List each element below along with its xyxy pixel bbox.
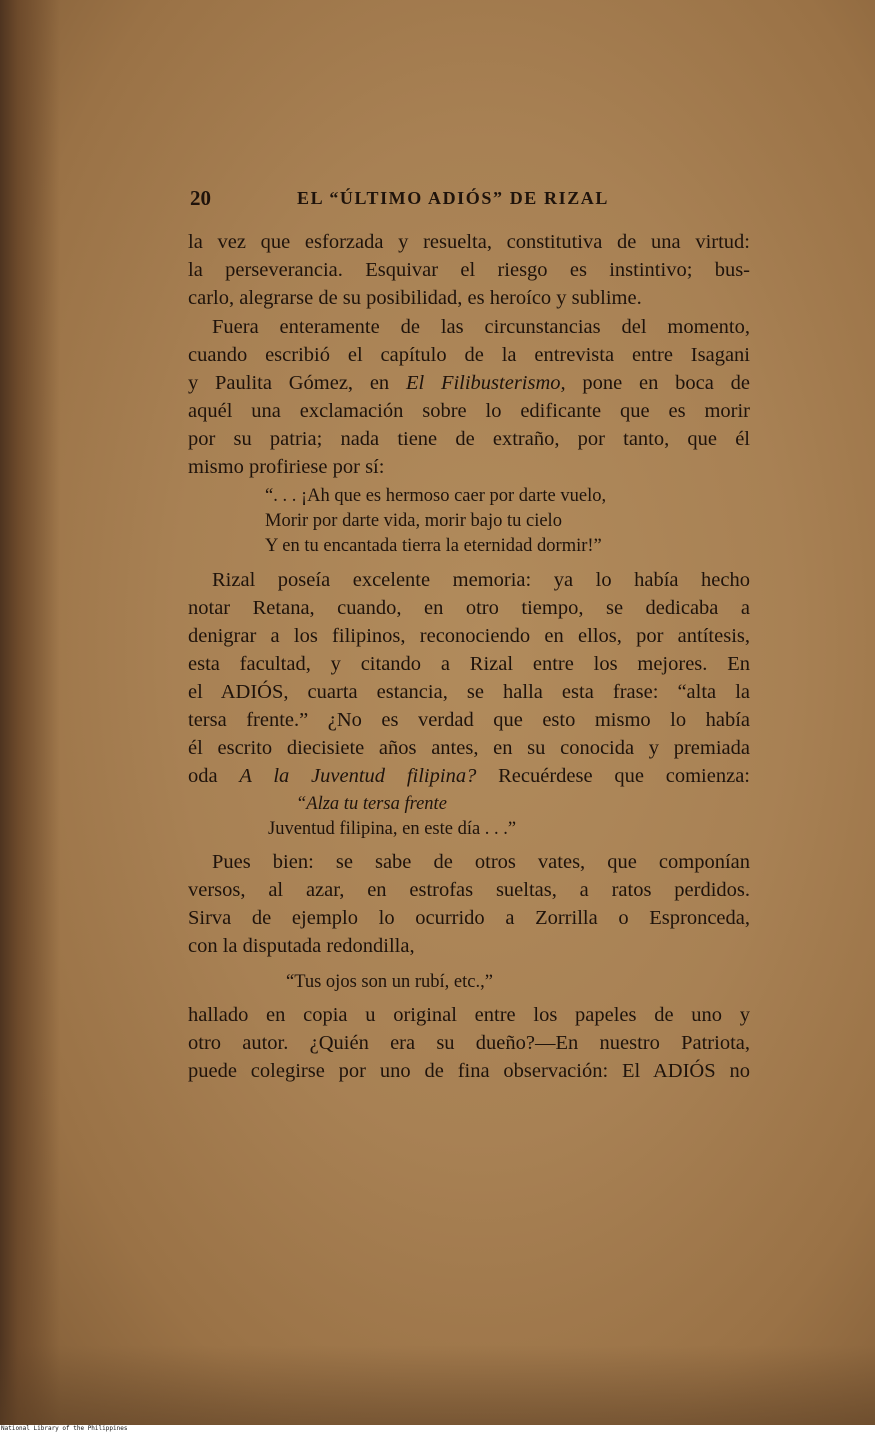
verse-line: “Tus ojos son un rubí, etc.,”	[286, 972, 493, 992]
text-line: Sirva de ejemplo lo ocurrido a Zorrilla o Espronceda,	[188, 907, 750, 929]
text-line: la perseverancia. Esquivar el riesgo es instintivo; bus-	[188, 259, 750, 281]
text-line: puede colegirse por uno de fina observación: El ADIÓS no	[188, 1060, 750, 1082]
text-line: notar Retana, cuando, en otro tiempo, se dedicaba a	[188, 597, 750, 619]
text-line: otro autor. ¿Quién era su dueño?—En nuestro Patriota,	[188, 1032, 750, 1054]
text-line: carlo, alegrarse de su posibilidad, es heroíco y sublime.	[188, 287, 642, 309]
verse-quote-2	[268, 792, 516, 842]
text-line: él escrito diecisiete años antes, en su conocida y premiada	[188, 737, 750, 759]
text-line: Rizal poseía excelente memoria: ya lo había hecho	[212, 569, 750, 591]
verse-line: “Alza tu tersa frente	[296, 794, 447, 814]
text-run: pone en boca de	[565, 372, 750, 394]
text-line: versos, al azar, en estrofas sueltas, a ratos perdidos.	[188, 879, 750, 901]
text-line	[188, 762, 750, 790]
verse-line: “. . . ¡Ah que es hermoso caer por darte vuelo,	[265, 486, 607, 506]
text-line: por su patria; nada tiene de extraño, por tanto, que él	[188, 428, 750, 450]
verse-quote-1	[265, 484, 606, 559]
page-binding-shadow	[0, 0, 60, 1425]
text-line: con la disputada redondilla,	[188, 935, 415, 957]
page-header	[190, 186, 750, 216]
text-run: oda	[188, 765, 240, 787]
text-line: cuando escribió el capítulo de la entrevista entre Isagani	[188, 344, 750, 366]
verse-line: Morir por darte vida, morir bajo tu cielo	[265, 511, 562, 531]
library-credit: National Library of the Philippines	[0, 1425, 875, 1433]
verse-quote-3	[286, 970, 493, 995]
text-line: el ADIÓS, cuarta estancia, se halla esta frase: “alta la	[188, 681, 750, 703]
text-line: Pues bien: se sabe de otros vates, que componían	[212, 851, 750, 873]
text-line	[188, 369, 750, 397]
text-line: aquél una exclamación sobre lo edificante que es morir	[188, 400, 750, 422]
text-run: Recuérdese que comienza:	[476, 765, 750, 787]
text-line: Fuera enteramente de las circunstancias del momento,	[212, 316, 750, 338]
text-line: tersa frente.” ¿No es verdad que esto mismo lo había	[188, 709, 750, 731]
text-run: y Paulita Gómez, en	[188, 372, 406, 394]
text-line: la vez que esforzada y resuelta, constitutiva de una virtud:	[188, 231, 750, 253]
text-line: esta facultad, y citando a Rizal entre los mejores. En	[188, 653, 750, 675]
book-title: El Filibusterismo,	[405, 372, 566, 394]
page-number: 20	[190, 186, 211, 210]
text-line: mismo profiriese por sí:	[188, 456, 385, 478]
text-line: hallado en copia u original entre los papeles de uno y	[188, 1004, 750, 1026]
text-line: denigrar a los filipinos, reconociendo en ellos, por antítesis,	[188, 625, 750, 647]
verse-line: Y en tu encantada tierra la eternidad dormir!”	[265, 536, 602, 556]
running-head: EL “ÚLTIMO ADIÓS” DE RIZAL	[297, 188, 610, 208]
verse-line: Juventud filipina, en este día . . .”	[268, 819, 517, 839]
poem-title: A la Juventud filipina?	[239, 765, 477, 787]
page-bottom-shadow	[0, 1345, 875, 1425]
